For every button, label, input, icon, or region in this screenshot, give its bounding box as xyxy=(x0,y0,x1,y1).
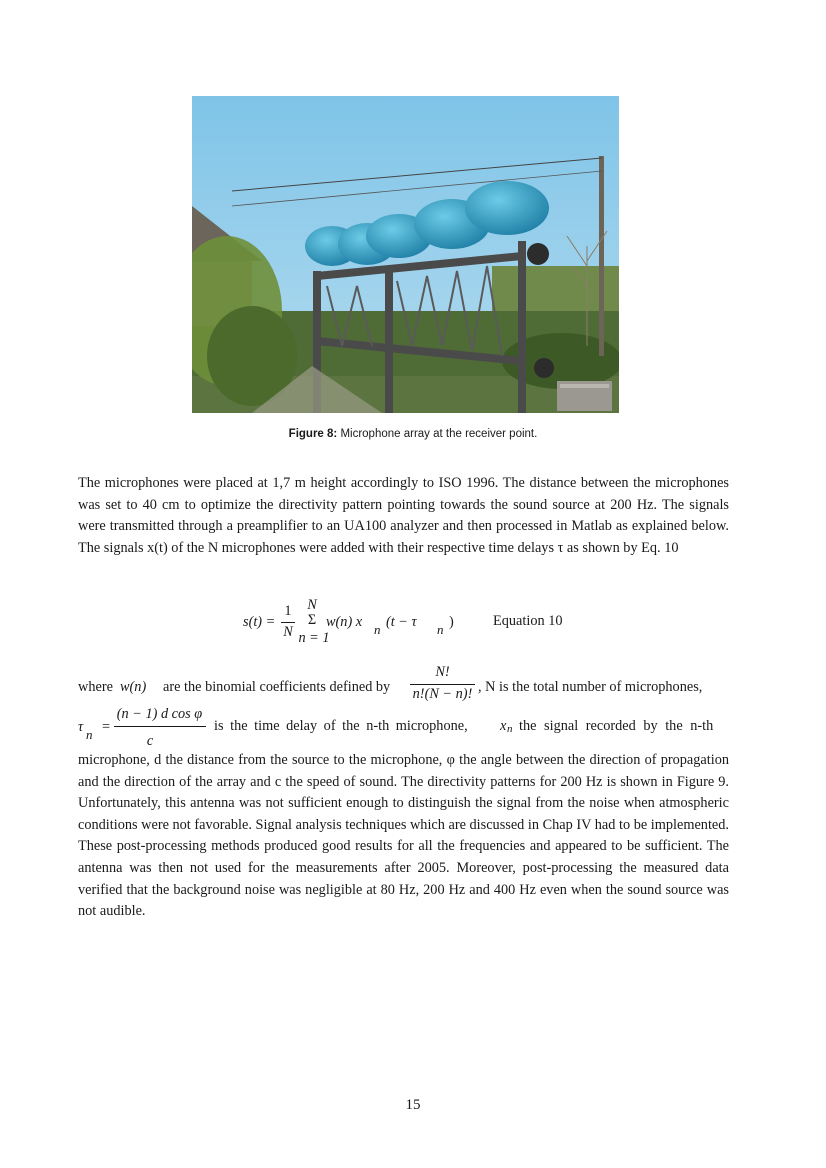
equation-label: Equation 10 xyxy=(493,613,563,629)
eq-body-sub: n xyxy=(374,622,381,637)
photo-illustration xyxy=(192,96,619,413)
binomial-num: N! xyxy=(435,664,450,680)
tau-lhs: τ xyxy=(78,719,84,735)
binomial-frac-line xyxy=(410,684,475,685)
eq-frac-num: 1 xyxy=(284,603,292,619)
tau-frac-num: (n − 1) d cos φ xyxy=(116,706,203,722)
body-paragraph-2: microphone, d the distance from the source to the microphone, φ the angle between the direction of propagation and the direction of the array and c the speed of sound. The directivity patterns for 200 Hz is shown in Figure 9. Unfortunately, this antenna was not sufficient enough to distinguish the signal from the noise when atmospheric conditions were not favorable. Signal analysis techniques which are discussed in Chap IV had to be implemented. These post-processing methods produced good results for all the frequencies and appeared to be sufficient. The antenna was then not used for the measurements after 2005. Moreover, post-processing the measured data verified that the background noise was negligible at 80 Hz, 200 Hz and 400 Hz even when the sound source was not audible. xyxy=(78,752,729,920)
where-pre: where xyxy=(78,679,113,695)
tau-x: x xyxy=(500,718,507,734)
page-number: 15 xyxy=(405,1097,421,1113)
tau-lhs-sub: n xyxy=(86,727,93,742)
binomial-den: n!(N − n)! xyxy=(412,686,473,702)
figure-caption-text: Microphone array at the receiver point. xyxy=(340,428,538,440)
where-w: w(n) xyxy=(120,679,147,695)
figure-caption xyxy=(0,428,826,440)
eq-sum-top: N xyxy=(307,597,317,613)
eq-sum-symbol: Σ xyxy=(307,612,317,628)
body-paragraph-1: The microphones were placed at 1,7 m height accordingly to ISO 1996. The distance between the microphones was set to 40 cm to optimize the directivity pattern pointing towards the sound source at 200 Hz. The signals were transmitted through a preamplifier to an UA100 analyzer and then processed in Matlab as explained below. The signals x(t) of the N microphones were added with their respective time delays τ as shown by Eq. 10 xyxy=(78,475,729,556)
tau-frac-den: c xyxy=(146,733,154,749)
tau-text2: the signal recorded by the n-th xyxy=(519,718,714,734)
microphone-array-photo xyxy=(192,96,619,413)
figure-label: Figure 8: xyxy=(288,428,338,440)
eq-lhs: s(t) = xyxy=(243,614,276,630)
tau-eq: = xyxy=(102,719,111,735)
tau-x-sub: n xyxy=(507,723,513,735)
tau-frac-line xyxy=(114,726,206,727)
where-post: , N is the total number of microphones, xyxy=(478,679,703,695)
eq-body-arg: (t − τ xyxy=(386,614,417,630)
tau-text: is the time delay of the n-th microphone, xyxy=(214,718,468,734)
eq-frac-den: N xyxy=(283,624,293,640)
eq-body-close: ) xyxy=(449,614,454,630)
where-mid: are the binomial coefficients defined by xyxy=(163,679,391,695)
eq-sum-bottom: n = 1 xyxy=(298,630,330,646)
eq-body: w(n) x xyxy=(326,614,363,630)
eq-body-arg-sub: n xyxy=(437,622,444,637)
eq-frac-line xyxy=(281,622,295,623)
